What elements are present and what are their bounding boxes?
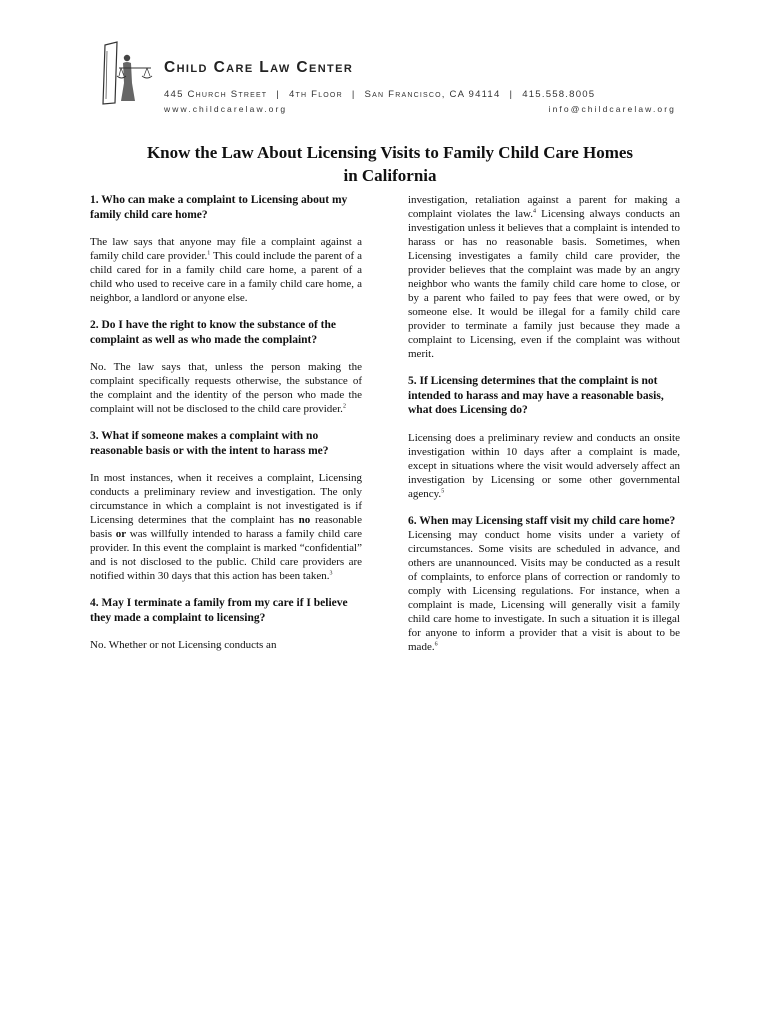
title-line-1: Know the Law About Licensing Visits to Family Child Care Homes [146, 143, 634, 162]
question-1: 1. Who can make a complaint to Licensing about my family child care home? [90, 194, 348, 221]
logo-icon [99, 41, 161, 105]
separator: | [276, 89, 280, 100]
answer-5: Licensing does a preliminary review and conducts an onsite investigation within 10 days after a complaint is made, except in situations where the visit would adversely affect an investigation by Licensing or some other governmental agency.$^5$ [408, 431, 680, 500]
document-title [70, 141, 710, 187]
website-link[interactable]: www.childcarelaw.org [164, 104, 288, 114]
answer-4-continued: investigation, retaliation against a parent for making a complaint violates the law.$^4$ Licensing always conducts an investigation unless it believes that a complaint is intended to harass or has no reasonable basis. Sometimes, when Licensing investigates a family child care provider, the provider believes that the complaint was made by an angry neighbor who wants the family child care home to close, or by a parent who failed to pay fees that were owed, or by someone else. It would be illegal for a family child care provider to terminate a family just because they made a complaint to Licensing, even if the complaint was without merit. [408, 194, 681, 360]
answer-4-start: No. Whether or not Licensing conducts an [90, 639, 277, 651]
answer-1: The law says that anyone may file a complaint against a family child care provider.$^1$ This could include the parent of a child cared for in a family child care home, a parent of a child who used to receive care in a family child care home, a neighbor, a landlord or anyone else. [90, 236, 363, 304]
separator: | [351, 89, 356, 100]
separator: | [509, 89, 514, 100]
footnote-ref: 4 [533, 208, 537, 215]
email-link[interactable]: info@childcarelaw.org [548, 104, 676, 114]
question-5: 5. If Licensing determines that the complaint is not intended to harass and may have a reasonable basis, what does Licensing do? [408, 375, 664, 416]
footnote-ref: 6 [434, 641, 438, 648]
footnote-ref: 1 [207, 250, 211, 257]
question-6: 6. When may Licensing staff visit my child care home? [408, 514, 676, 527]
city: San Francisco, CA 94114 [364, 89, 501, 100]
answer-2: No. The law says that, unless the person making the complaint specifically requests otherwise, the substance of the complaint and the identity of the person who made the complaint will not be disclosed to the child care provider.$^2$ [90, 361, 362, 415]
question-4: 4. May I terminate a family from my care if I believe they made a complaint to licensing? [90, 597, 348, 624]
left-column [90, 193, 362, 652]
question-2: 2. Do I have the right to know the substance of the complaint as well as who made the complaint? [90, 319, 336, 346]
footnote-ref: 2 [342, 403, 346, 410]
footnote-ref: 3 [329, 570, 333, 577]
question-3: 3. What if someone makes a complaint with no reasonable basis or with the intent to harass me? [90, 430, 329, 457]
answer-6: Licensing may conduct home visits under a variety of circumstances. Some visits are scheduled in advance, and others are unannounced. Visits may be conducted as a result of complaints, to enforce plans of correction or randomly to comply with Licensing regulations. For instance, when a complaint is made, Licensing will generally visit a family child care home to investigate. In such a situation it is illegal for anyone to inform a provider that a visit is about to be made.$^6$ [408, 529, 680, 653]
street-address: 445 Church Street [164, 89, 268, 100]
org-name: Child Care Law Center [164, 59, 354, 76]
contact-line [164, 104, 676, 114]
right-column [408, 193, 680, 654]
address-line [164, 89, 676, 100]
phone: 415.558.8005 [522, 89, 596, 100]
floor: 4th Floor [289, 89, 343, 100]
answer-3: In most instances, when it receives a complaint, Licensing conducts a preliminary review and investigation. The only circumstance in which a complaint is not investigated is if Licensing determines that the complaint has no reasonable basis or was willfully intended to harass a family child care provider. In this event the complaint is marked “confidential” and is not disclosed to the public. Child care providers are notified within 30 days that this action has been taken.$^3$ [90, 472, 362, 582]
title-line-2: in California [343, 166, 437, 185]
footnote-ref: 5 [441, 487, 445, 494]
